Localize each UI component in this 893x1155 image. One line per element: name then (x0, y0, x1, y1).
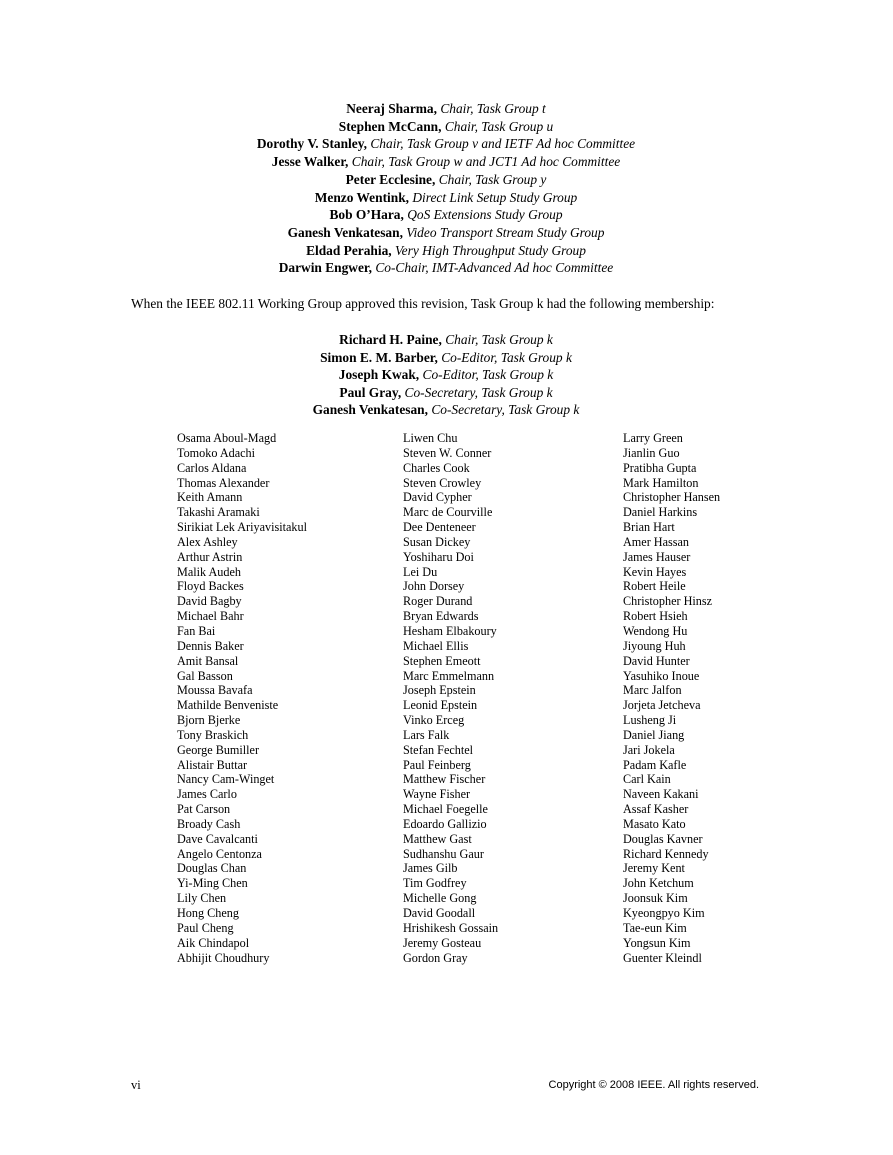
member-name: Malik Audeh (177, 564, 241, 579)
member-name: Wendong Hu (623, 623, 688, 638)
member-name: Hong Cheng (177, 906, 239, 920)
member-name: David Hunter (623, 653, 690, 668)
officer-line (131, 242, 761, 260)
member-name: David Goodall (403, 906, 476, 920)
member-name: Tim Godfrey (403, 876, 467, 891)
officer-role: Chair, Task Group k (445, 332, 553, 347)
copyright-notice: Copyright © 2008 IEEE. All rights reserved. (548, 1079, 759, 1091)
member-name: Michael Foegelle (403, 802, 488, 817)
member-name: Susan Dickey (403, 534, 471, 549)
officer-role: Chair, Task Group t (440, 101, 546, 116)
member-name: Kyeongpyo Kim (623, 906, 705, 920)
officer-role: Chair, Task Group v and IETF Ad hoc Committee (370, 136, 636, 152)
officer-name: Darwin Engwer, (278, 260, 372, 276)
member-name: Carlos Aldana (177, 460, 247, 475)
member-name: Yasuhiko Inoue (623, 668, 700, 683)
member-name: Richard Kennedy (623, 846, 709, 861)
member-name: Michael Bahr (177, 609, 244, 624)
officer-role: Chair, Task Group y (438, 171, 547, 187)
officer-name: Simon E. M. Barber, (320, 349, 438, 365)
member-name: Roger Durand (403, 594, 473, 609)
member-name: Mathilde Benveniste (177, 698, 279, 713)
member-name: Steven Crowley (403, 475, 482, 490)
member-name: Lusheng Ji (623, 713, 677, 728)
member-name: Kevin Hayes (623, 564, 687, 579)
member-name: David Bagby (177, 594, 242, 609)
member-name: Jiyoung Huh (623, 638, 686, 653)
officer-line (131, 331, 761, 349)
member-name: Vinko Erceg (403, 713, 465, 728)
member-name: James Hauser (623, 549, 691, 564)
officer-name: Dorothy V. Stanley, (256, 136, 368, 152)
member-name: Michelle Gong (403, 891, 477, 906)
officer-role: Chair, Task Group w and JCT1 Ad hoc Committee (351, 154, 621, 170)
officer-role: Co-Secretary, Task Group k (404, 384, 553, 400)
member-column-1 (177, 431, 307, 965)
member-name: Assaf Kasher (623, 802, 689, 817)
member-name: Liwen Chu (403, 431, 458, 445)
member-column-3 (623, 431, 720, 965)
officer-name: Stephen McCann, (338, 118, 442, 134)
member-name: James Gilb (403, 861, 458, 876)
officer-role: Co-Secretary, Task Group k (431, 402, 580, 418)
officer-name: Peter Ecclesine, (345, 171, 436, 187)
member-name: Jeremy Kent (623, 861, 685, 876)
member-name: Daniel Jiang (623, 727, 685, 742)
officer-role: Chair, Task Group u (444, 118, 554, 134)
member-name: Yi-Ming Chen (177, 876, 248, 891)
officer-role: Co-Chair, IMT-Advanced Ad hoc Committee (375, 260, 614, 276)
member-name: Steven W. Conner (403, 445, 492, 460)
member-name: Daniel Harkins (623, 505, 698, 520)
member-name: Osama Aboul-Magd (177, 431, 277, 445)
member-name: Pratibha Gupta (623, 460, 697, 475)
member-name: Jorjeta Jetcheva (623, 698, 701, 713)
officer-name: Eldad Perahia, (306, 242, 392, 258)
officer-line (131, 366, 761, 384)
membership-intro: When the IEEE 802.11 Working Group approved this revision, Task Group k had the following membership: (131, 296, 715, 311)
officers-list (131, 100, 761, 277)
member-name: Fan Bai (177, 623, 216, 638)
member-name: John Ketchum (623, 876, 694, 891)
member-name: Amer Hassan (623, 534, 689, 549)
member-name: Matthew Fischer (403, 772, 486, 787)
page-number: vi (131, 1078, 141, 1092)
officer-line (131, 349, 761, 367)
member-name: Keith Amann (177, 490, 243, 505)
member-name: Joseph Epstein (403, 683, 476, 698)
member-name: Lily Chen (177, 891, 227, 906)
member-name: Marc de Courville (403, 505, 493, 520)
officer-line (131, 189, 761, 207)
member-name: Guenter Kleindl (623, 950, 702, 965)
officer-role: QoS Extensions Study Group (407, 207, 563, 223)
officer-line (131, 171, 761, 189)
member-name: Moussa Bavafa (177, 683, 253, 698)
officer-line (131, 206, 761, 224)
member-name: Angelo Centonza (177, 846, 262, 861)
member-name: Christopher Hansen (623, 490, 721, 505)
officer-line (131, 100, 761, 118)
member-name: Dennis Baker (177, 638, 244, 653)
officer-name: Jesse Walker, (271, 154, 349, 170)
member-name: James Carlo (177, 787, 237, 802)
officer-role: Co-Editor, Task Group k (422, 367, 554, 383)
member-name: Mark Hamilton (623, 475, 699, 490)
member-name: Jianlin Guo (623, 445, 680, 460)
member-name: George Bumiller (177, 742, 260, 757)
member-name: Nancy Cam-Winget (177, 772, 275, 787)
member-name: Alex Ashley (177, 534, 238, 549)
member-name: Sudhanshu Gaur (403, 846, 484, 861)
member-name: Pat Carson (177, 802, 231, 817)
officer-line (131, 401, 761, 419)
member-name: Lars Falk (403, 727, 450, 742)
officer-role: Very High Throughput Study Group (394, 242, 586, 258)
member-name: Michael Ellis (403, 638, 469, 653)
member-name: Carl Kain (623, 772, 671, 787)
member-name: Robert Hsieh (623, 609, 688, 624)
officer-name: Ganesh Venkatesan, (312, 402, 428, 418)
member-name: Paul Feinberg (403, 757, 471, 772)
member-name: Douglas Kavner (623, 831, 703, 846)
officer-line (131, 135, 761, 153)
member-name: Arthur Astrin (177, 549, 243, 564)
member-name: David Cypher (403, 490, 472, 505)
member-name: Charles Cook (403, 460, 470, 475)
member-name: Tae-eun Kim (623, 920, 687, 935)
member-name: Joonsuk Kim (623, 891, 688, 906)
member-name: Edoardo Gallizio (403, 816, 487, 831)
officer-name: Neeraj Sharma, (346, 101, 437, 116)
officer-name: Menzo Wentink, (314, 189, 409, 205)
member-name: Floyd Backes (177, 579, 244, 594)
officer-name: Bob O’Hara, (329, 207, 404, 223)
member-name: Hesham Elbakoury (403, 623, 497, 638)
member-name: Lei Du (403, 564, 438, 579)
member-name: Dave Cavalcanti (177, 831, 258, 846)
officer-name: Ganesh Venkatesan, (287, 224, 403, 240)
member-name: Wayne Fisher (403, 787, 471, 802)
member-name: Robert Heile (623, 579, 686, 594)
member-name: Naveen Kakani (623, 787, 699, 802)
member-name: Dee Denteneer (403, 520, 476, 535)
member-name: Stefan Fechtel (403, 742, 474, 757)
member-name: Paul Cheng (177, 920, 234, 935)
member-name: Abhijit Choudhury (177, 950, 270, 965)
task-group-k-officers (131, 331, 761, 419)
member-name: Gal Basson (177, 668, 233, 683)
member-name: Tomoko Adachi (177, 445, 256, 460)
officer-line (131, 118, 761, 136)
member-name: Marc Emmelmann (403, 668, 495, 683)
member-name: Stephen Emeott (403, 653, 481, 668)
member-name: Jari Jokela (623, 742, 675, 757)
member-name: Tony Braskich (177, 727, 249, 742)
officer-line (131, 259, 761, 277)
member-name: Padam Kafle (623, 757, 687, 772)
member-name: Bjorn Bjerke (177, 713, 241, 728)
member-name: Marc Jalfon (623, 683, 682, 698)
member-name: Amit Bansal (177, 653, 239, 668)
member-name: Alistair Buttar (177, 757, 248, 772)
officer-line (131, 153, 761, 171)
member-name: Broady Cash (177, 816, 241, 831)
member-name: Hrishikesh Gossain (403, 920, 499, 935)
member-name: Sirikiat Lek Ariyavisitakul (177, 520, 307, 535)
member-name: Thomas Alexander (177, 475, 270, 490)
member-name: Leonid Epstein (403, 698, 478, 713)
member-column-2 (403, 431, 498, 965)
officer-name: Joseph Kwak, (338, 367, 420, 383)
member-name: Douglas Chan (177, 861, 247, 876)
officer-name: Richard H. Paine, (339, 332, 442, 347)
officer-line (131, 224, 761, 242)
member-name: Matthew Gast (403, 831, 472, 846)
member-name: Christopher Hinsz (623, 594, 713, 609)
member-name: Yoshiharu Doi (403, 549, 474, 564)
officer-line (131, 384, 761, 402)
member-name: Larry Green (623, 431, 683, 445)
member-name: Masato Kato (623, 816, 686, 831)
member-name: Takashi Aramaki (177, 505, 260, 520)
officer-role: Video Transport Stream Study Group (406, 224, 605, 240)
member-name: Bryan Edwards (403, 609, 479, 624)
member-name: Aik Chindapol (177, 935, 250, 950)
member-name: John Dorsey (403, 579, 465, 594)
member-name: Yongsun Kim (623, 935, 691, 950)
officer-role: Co-Editor, Task Group k (441, 349, 572, 365)
officer-role: Direct Link Setup Study Group (412, 189, 578, 205)
member-name: Jeremy Gosteau (403, 935, 482, 950)
member-name: Gordon Gray (403, 950, 468, 965)
officer-name: Paul Gray, (339, 384, 402, 400)
member-name: Brian Hart (623, 520, 675, 535)
